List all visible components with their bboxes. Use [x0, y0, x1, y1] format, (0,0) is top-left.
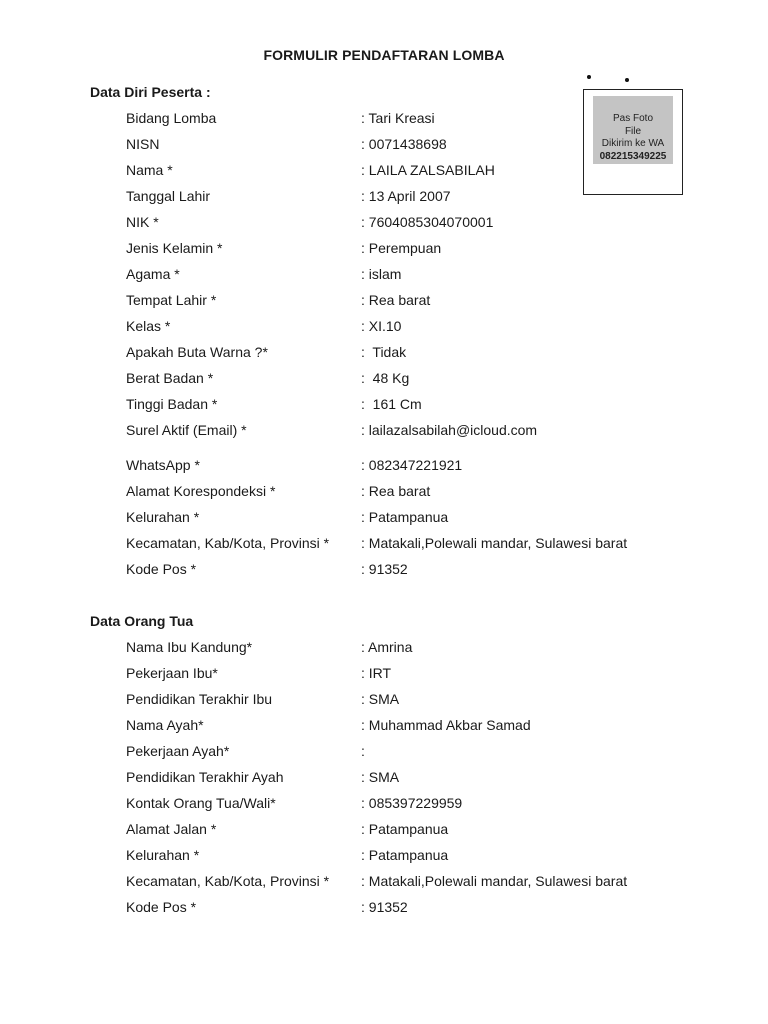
form-row: [0, 483, 768, 503]
stray-dot: [587, 75, 591, 79]
field-label: Kelas *: [126, 318, 171, 334]
field-label: Kelurahan *: [126, 847, 200, 863]
field-value: : 7604085304070001: [361, 214, 494, 230]
field-label: Pekerjaan Ibu*: [126, 665, 218, 681]
form-row: [0, 743, 768, 763]
form-row: [0, 691, 768, 711]
field-value: : Muhammad Akbar Samad: [361, 717, 531, 733]
form-row: [0, 873, 768, 893]
field-value: : 91352: [361, 899, 408, 915]
form-row: [0, 344, 768, 364]
field-value: : SMA: [361, 769, 400, 785]
field-label: Nama *: [126, 162, 173, 178]
field-label: Bidang Lomba: [126, 110, 217, 126]
field-value: : 91352: [361, 561, 408, 577]
section-heading-parents: Data Orang Tua: [90, 613, 194, 629]
field-label: Kecamatan, Kab/Kota, Provinsi *: [126, 535, 330, 551]
form-row: [0, 240, 768, 260]
form-row: [0, 396, 768, 416]
field-label: Apakah Buta Warna ?*: [126, 344, 268, 360]
field-value: : Matakali,Polewali mandar, Sulawesi barat: [361, 873, 628, 889]
photo-caption-line: Pas Foto: [612, 113, 654, 124]
field-value: : islam: [361, 266, 402, 282]
form-row: [0, 457, 768, 477]
form-row: [0, 509, 768, 529]
form-row: [0, 717, 768, 737]
photo-placeholder-frame: [583, 89, 683, 195]
field-value: : 082347221921: [361, 457, 463, 473]
form-row: [0, 422, 768, 442]
field-value: : Amrina: [361, 639, 413, 655]
form-row: [0, 318, 768, 338]
form-row: [0, 847, 768, 867]
field-value: : SMA: [361, 691, 400, 707]
field-label: Pendidikan Terakhir Ayah: [126, 769, 284, 785]
photo-caption-line: File: [624, 125, 642, 137]
field-label: Nama Ibu Kandung*: [126, 639, 253, 655]
field-label: Pendidikan Terakhir Ibu: [126, 691, 273, 707]
field-label: NIK *: [126, 214, 159, 230]
form-row: [0, 266, 768, 286]
field-value: : IRT: [361, 665, 392, 681]
field-label: Kecamatan, Kab/Kota, Provinsi *: [126, 873, 330, 889]
field-label: Berat Badan *: [126, 370, 214, 386]
field-value: : Patampanua: [361, 821, 449, 837]
form-row: [0, 639, 768, 659]
field-label: WhatsApp *: [126, 457, 200, 473]
section-heading-participant: Data Diri Peserta :: [90, 84, 211, 100]
field-value: : 161 Cm: [361, 396, 422, 412]
field-label: Jenis Kelamin *: [126, 240, 223, 256]
field-label: Kelurahan *: [126, 509, 200, 525]
field-value: : Tidak: [361, 344, 407, 360]
form-row: [0, 370, 768, 390]
field-value: :: [361, 743, 365, 759]
field-value: : 085397229959: [361, 795, 463, 811]
photo-whatsapp-number: 082215349225: [599, 150, 667, 162]
form-row: [0, 665, 768, 685]
form-row: [0, 292, 768, 312]
field-value: : Rea barat: [361, 483, 431, 499]
field-value: : Patampanua: [361, 847, 449, 863]
stray-dot: [625, 78, 629, 82]
field-value: : XI.10: [361, 318, 402, 334]
field-value: : Tari Kreasi: [361, 110, 435, 126]
field-label: Alamat Jalan *: [126, 821, 217, 837]
form-row: [0, 769, 768, 789]
field-label: Kode Pos *: [126, 899, 197, 915]
field-label: Kontak Orang Tua/Wali*: [126, 795, 276, 811]
field-label: NISN: [126, 136, 160, 152]
field-label: Surel Aktif (Email) *: [126, 422, 247, 438]
field-label: Nama Ayah*: [126, 717, 204, 733]
field-value: : Patampanua: [361, 509, 449, 525]
field-label: Alamat Korespondeksi *: [126, 483, 276, 499]
field-value: : lailazalsabilah@icloud.com: [361, 422, 538, 438]
form-row: [0, 535, 768, 555]
field-label: Tinggi Badan *: [126, 396, 218, 412]
form-row: [0, 214, 768, 234]
form-row: [0, 899, 768, 919]
photo-placeholder: [593, 96, 673, 164]
field-value: : LAILA ZALSABILAH: [361, 162, 495, 178]
form-row: [0, 821, 768, 841]
field-label: Tempat Lahir *: [126, 292, 217, 308]
field-value: : 13 April 2007: [361, 188, 451, 204]
field-label: Kode Pos *: [126, 561, 197, 577]
field-label: Tanggal Lahir: [126, 188, 211, 204]
field-value: : 48 Kg: [361, 370, 410, 386]
field-value: : 0071438698: [361, 136, 447, 152]
photo-caption-line: Dikirim ke WA: [601, 138, 665, 149]
field-value: : Rea barat: [361, 292, 431, 308]
form-row: [0, 795, 768, 815]
form-row: [0, 561, 768, 581]
field-value: : Matakali,Polewali mandar, Sulawesi barat: [361, 535, 628, 551]
form-title: FORMULIR PENDAFTARAN LOMBA: [263, 47, 505, 63]
field-label: Pekerjaan Ayah*: [126, 743, 230, 759]
field-value: : Perempuan: [361, 240, 442, 256]
field-label: Agama *: [126, 266, 180, 282]
